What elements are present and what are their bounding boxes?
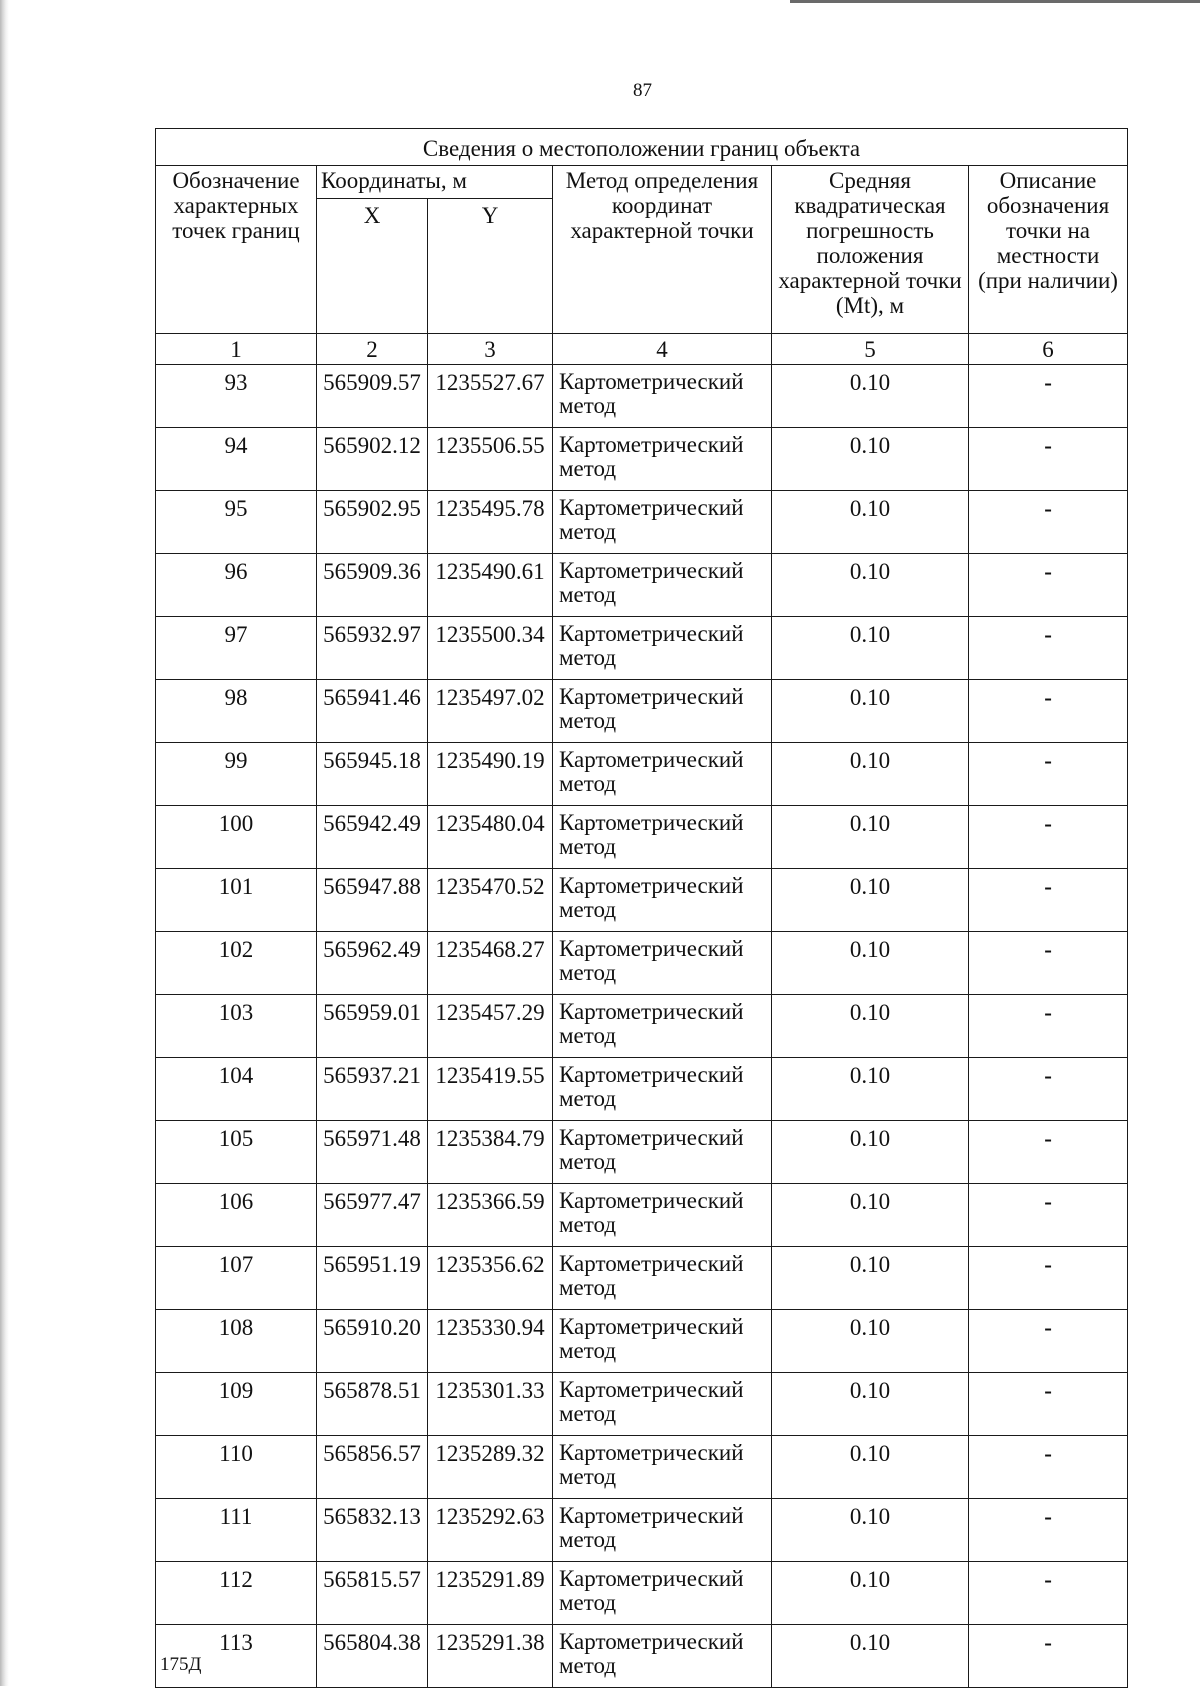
table-row bbox=[156, 1184, 1128, 1247]
cell-point: 109 bbox=[156, 1373, 317, 1436]
cell-x: 565951.19 bbox=[317, 1247, 428, 1310]
cell-description: - bbox=[969, 743, 1128, 806]
cell-description: - bbox=[969, 617, 1128, 680]
scan-edge-top bbox=[790, 0, 1200, 3]
cell-description: - bbox=[969, 869, 1128, 932]
cell-y: 1235356.62 bbox=[428, 1247, 553, 1310]
cell-method: Картометрический метод bbox=[553, 932, 772, 995]
cell-point: 108 bbox=[156, 1310, 317, 1373]
cell-y: 1235419.55 bbox=[428, 1058, 553, 1121]
table-row bbox=[156, 1058, 1128, 1121]
cell-description: - bbox=[969, 680, 1128, 743]
page-number: 87 bbox=[633, 80, 652, 101]
cell-description: - bbox=[969, 1184, 1128, 1247]
cell-y: 1235500.34 bbox=[428, 617, 553, 680]
column-number: 3 bbox=[428, 334, 553, 365]
table-row bbox=[156, 1310, 1128, 1373]
cell-y: 1235497.02 bbox=[428, 680, 553, 743]
cell-x: 565909.57 bbox=[317, 365, 428, 428]
cell-error: 0.10 bbox=[772, 995, 969, 1058]
cell-x: 565856.57 bbox=[317, 1436, 428, 1499]
cell-x: 565941.46 bbox=[317, 680, 428, 743]
cell-description: - bbox=[969, 1499, 1128, 1562]
cell-method: Картометрический метод bbox=[553, 1499, 772, 1562]
cell-x: 565971.48 bbox=[317, 1121, 428, 1184]
cell-error: 0.10 bbox=[772, 1436, 969, 1499]
cell-error: 0.10 bbox=[772, 554, 969, 617]
cell-point: 101 bbox=[156, 869, 317, 932]
cell-y: 1235330.94 bbox=[428, 1310, 553, 1373]
table-row bbox=[156, 491, 1128, 554]
cell-error: 0.10 bbox=[772, 1247, 969, 1310]
cell-method: Картометрический метод bbox=[553, 869, 772, 932]
cell-y: 1235490.19 bbox=[428, 743, 553, 806]
cell-point: 98 bbox=[156, 680, 317, 743]
cell-y: 1235384.79 bbox=[428, 1121, 553, 1184]
cell-point: 112 bbox=[156, 1562, 317, 1625]
cell-error: 0.10 bbox=[772, 932, 969, 995]
table-row bbox=[156, 1373, 1128, 1436]
document-code: 175Д bbox=[160, 1654, 202, 1675]
column-number: 4 bbox=[553, 334, 772, 365]
cell-y: 1235506.55 bbox=[428, 428, 553, 491]
cell-point: 96 bbox=[156, 554, 317, 617]
table-row bbox=[156, 428, 1128, 491]
cell-description: - bbox=[969, 554, 1128, 617]
table-row bbox=[156, 554, 1128, 617]
header-point-designation: Обозначение характерных точек границ bbox=[156, 166, 317, 334]
cell-y: 1235291.38 bbox=[428, 1625, 553, 1688]
cell-method: Картометрический метод bbox=[553, 365, 772, 428]
cell-x: 565947.88 bbox=[317, 869, 428, 932]
header-y: Y bbox=[428, 199, 553, 334]
cell-x: 565902.12 bbox=[317, 428, 428, 491]
table-row bbox=[156, 617, 1128, 680]
header-method: Метод определения координат характерной точки bbox=[553, 166, 772, 334]
cell-x: 565942.49 bbox=[317, 806, 428, 869]
cell-y: 1235291.89 bbox=[428, 1562, 553, 1625]
table-body bbox=[156, 365, 1128, 1688]
cell-method: Картометрический метод bbox=[553, 1121, 772, 1184]
cell-point: 95 bbox=[156, 491, 317, 554]
cell-method: Картометрический метод bbox=[553, 428, 772, 491]
cell-point: 113 bbox=[156, 1625, 317, 1688]
cell-x: 565902.95 bbox=[317, 491, 428, 554]
cell-x: 565910.20 bbox=[317, 1310, 428, 1373]
table-row bbox=[156, 365, 1128, 428]
table-row bbox=[156, 680, 1128, 743]
cell-method: Картометрический метод bbox=[553, 1436, 772, 1499]
table-row bbox=[156, 1499, 1128, 1562]
cell-error: 0.10 bbox=[772, 1562, 969, 1625]
cell-x: 565909.36 bbox=[317, 554, 428, 617]
column-number: 6 bbox=[969, 334, 1128, 365]
cell-x: 565932.97 bbox=[317, 617, 428, 680]
cell-error: 0.10 bbox=[772, 869, 969, 932]
cell-error: 0.10 bbox=[772, 806, 969, 869]
cell-error: 0.10 bbox=[772, 1310, 969, 1373]
cell-error: 0.10 bbox=[772, 1373, 969, 1436]
cell-y: 1235480.04 bbox=[428, 806, 553, 869]
cell-description: - bbox=[969, 1625, 1128, 1688]
cell-description: - bbox=[969, 1562, 1128, 1625]
cell-y: 1235468.27 bbox=[428, 932, 553, 995]
cell-description: - bbox=[969, 1121, 1128, 1184]
cell-point: 93 bbox=[156, 365, 317, 428]
column-number: 2 bbox=[317, 334, 428, 365]
cell-point: 111 bbox=[156, 1499, 317, 1562]
cell-x: 565945.18 bbox=[317, 743, 428, 806]
cell-y: 1235457.29 bbox=[428, 995, 553, 1058]
cell-method: Картометрический метод bbox=[553, 1184, 772, 1247]
cell-point: 104 bbox=[156, 1058, 317, 1121]
cell-description: - bbox=[969, 365, 1128, 428]
cell-point: 94 bbox=[156, 428, 317, 491]
cell-method: Картометрический метод bbox=[553, 1058, 772, 1121]
cell-description: - bbox=[969, 1310, 1128, 1373]
cell-method: Картометрический метод bbox=[553, 554, 772, 617]
cell-error: 0.10 bbox=[772, 491, 969, 554]
cell-method: Картометрический метод bbox=[553, 680, 772, 743]
cell-error: 0.10 bbox=[772, 1499, 969, 1562]
table-row bbox=[156, 1436, 1128, 1499]
cell-x: 565832.13 bbox=[317, 1499, 428, 1562]
cell-point: 105 bbox=[156, 1121, 317, 1184]
table-row bbox=[156, 806, 1128, 869]
header-x: X bbox=[317, 199, 428, 334]
cell-error: 0.10 bbox=[772, 365, 969, 428]
header-error: Средняя квадратическая погрешность положения характерной точки (Mt), м bbox=[772, 166, 969, 334]
scan-edge-left bbox=[0, 0, 9, 1686]
cell-description: - bbox=[969, 1247, 1128, 1310]
cell-error: 0.10 bbox=[772, 617, 969, 680]
cell-method: Картометрический метод bbox=[553, 1247, 772, 1310]
cell-description: - bbox=[969, 932, 1128, 995]
cell-y: 1235366.59 bbox=[428, 1184, 553, 1247]
cell-description: - bbox=[969, 428, 1128, 491]
table-row bbox=[156, 1625, 1128, 1688]
column-number-row bbox=[156, 334, 1128, 365]
header-description: Описание обозначения точки на местности (при наличии) bbox=[969, 166, 1128, 334]
cell-x: 565962.49 bbox=[317, 932, 428, 995]
cell-description: - bbox=[969, 1373, 1128, 1436]
cell-method: Картометрический метод bbox=[553, 1310, 772, 1373]
table-row bbox=[156, 1562, 1128, 1625]
cell-method: Картометрический метод bbox=[553, 743, 772, 806]
cell-x: 565959.01 bbox=[317, 995, 428, 1058]
cell-y: 1235527.67 bbox=[428, 365, 553, 428]
cell-y: 1235292.63 bbox=[428, 1499, 553, 1562]
header-coordinates: Координаты, м bbox=[317, 166, 553, 199]
cell-point: 97 bbox=[156, 617, 317, 680]
cell-description: - bbox=[969, 1436, 1128, 1499]
boundary-coordinates-table bbox=[155, 128, 1128, 1688]
cell-error: 0.10 bbox=[772, 428, 969, 491]
cell-x: 565937.21 bbox=[317, 1058, 428, 1121]
cell-x: 565804.38 bbox=[317, 1625, 428, 1688]
table-row bbox=[156, 995, 1128, 1058]
cell-error: 0.10 bbox=[772, 1058, 969, 1121]
table-row bbox=[156, 1247, 1128, 1310]
cell-error: 0.10 bbox=[772, 680, 969, 743]
table-row bbox=[156, 932, 1128, 995]
cell-method: Картометрический метод bbox=[553, 617, 772, 680]
cell-description: - bbox=[969, 491, 1128, 554]
cell-error: 0.10 bbox=[772, 1121, 969, 1184]
table-header bbox=[156, 129, 1128, 365]
cell-description: - bbox=[969, 995, 1128, 1058]
cell-point: 99 bbox=[156, 743, 317, 806]
cell-point: 107 bbox=[156, 1247, 317, 1310]
cell-method: Картометрический метод bbox=[553, 995, 772, 1058]
cell-y: 1235301.33 bbox=[428, 1373, 553, 1436]
cell-point: 100 bbox=[156, 806, 317, 869]
cell-error: 0.10 bbox=[772, 1625, 969, 1688]
cell-point: 103 bbox=[156, 995, 317, 1058]
column-number: 1 bbox=[156, 334, 317, 365]
cell-method: Картометрический метод bbox=[553, 1625, 772, 1688]
cell-method: Картометрический метод bbox=[553, 491, 772, 554]
column-number: 5 bbox=[772, 334, 969, 365]
cell-y: 1235470.52 bbox=[428, 869, 553, 932]
cell-error: 0.10 bbox=[772, 743, 969, 806]
cell-y: 1235490.61 bbox=[428, 554, 553, 617]
cell-description: - bbox=[969, 1058, 1128, 1121]
table-row bbox=[156, 1121, 1128, 1184]
cell-method: Картометрический метод bbox=[553, 1373, 772, 1436]
cell-method: Картометрический метод bbox=[553, 806, 772, 869]
cell-point: 106 bbox=[156, 1184, 317, 1247]
cell-y: 1235495.78 bbox=[428, 491, 553, 554]
cell-point: 110 bbox=[156, 1436, 317, 1499]
cell-x: 565815.57 bbox=[317, 1562, 428, 1625]
table-row bbox=[156, 743, 1128, 806]
cell-x: 565977.47 bbox=[317, 1184, 428, 1247]
cell-method: Картометрический метод bbox=[553, 1562, 772, 1625]
cell-error: 0.10 bbox=[772, 1184, 969, 1247]
cell-point: 102 bbox=[156, 932, 317, 995]
cell-y: 1235289.32 bbox=[428, 1436, 553, 1499]
table-row bbox=[156, 869, 1128, 932]
table-caption: Сведения о местоположении границ объекта bbox=[156, 129, 1128, 166]
cell-x: 565878.51 bbox=[317, 1373, 428, 1436]
cell-description: - bbox=[969, 806, 1128, 869]
